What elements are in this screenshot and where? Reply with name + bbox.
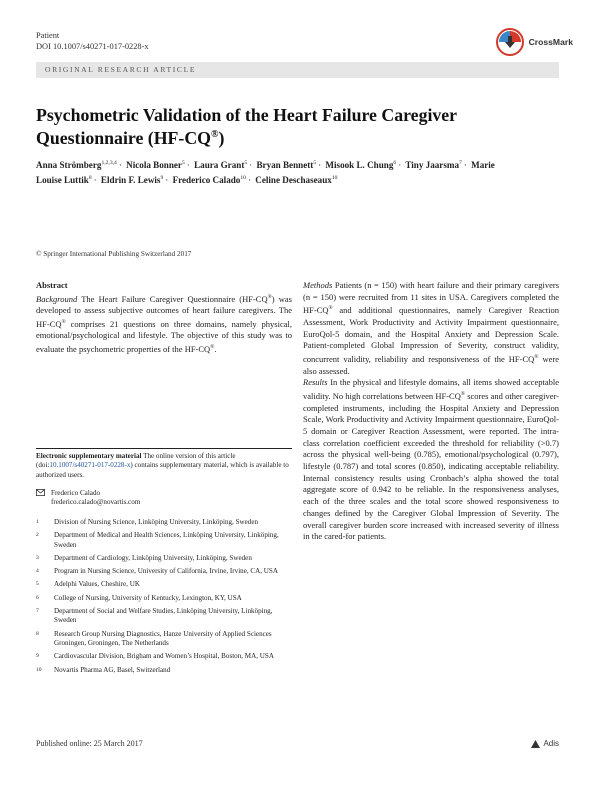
- author[interactable]: Bryan Bennett$^5$: [256, 160, 317, 171]
- crossmark-badge[interactable]: [495, 27, 573, 57]
- article-type: ORIGINAL RESEARCH ARTICLE: [45, 65, 197, 74]
- author-list: Anna Strömberg$^{1,2,3,4}$ · Nicola Bonner$^5$ · Laura Grant$^5$ · Bryan Bennett$^5$ · Misook L. Chung$^6$ · Tiny Jaarsma$^7$ · Marie Louise Luttik$^8$ · Eldrin F. Lewis$^9$ · Frederico Calado$^{10}$ · Celine Deschaseaux$^{10}$: [36, 160, 495, 186]
- author[interactable]: Misook L. Chung$^6$: [325, 160, 397, 171]
- published-date: Published online: 25 March 2017: [36, 739, 143, 748]
- affiliation-item: 8 Research Group Nursing Diagnostics, Hanze University of Applied Sciences Groningen, Groningen, The Netherlands: [36, 629, 272, 647]
- author[interactable]: Frederico Calado$^{10}$: [172, 175, 246, 186]
- author[interactable]: Eldrin F. Lewis$^9$: [100, 175, 164, 186]
- affiliation-item: 4 Program in Nursing Science, University of California, Irvine, Irvine, CA, USA: [36, 567, 279, 576]
- publisher-name: Adis: [543, 739, 559, 748]
- publisher-logo: [531, 739, 559, 748]
- abstract-continued: [303, 280, 559, 543]
- affiliation-item: 7 Department of Social and Welfare Studies, Linköping University, Linköping, Sweden: [36, 607, 273, 625]
- crossmark-icon: [495, 27, 525, 57]
- abstract-background: Background The Heart Failure Caregiver Questionnaire (HF-CQ®) was developed to assess subjective outcomes of heart failure caregivers. The HF-CQ® comprises 21 questions on three domains, namely physical, emotional/psychological and lifestyle. The objective of this study was to evaluate the psychometric properties of the HF-CQ®.: [36, 293, 292, 354]
- article-title: Psychometric Validation of the Heart Failure Caregiver Questionnaire (HF-CQ®): [36, 105, 457, 148]
- crossmark-label: CrossMark: [528, 37, 573, 47]
- doi[interactable]: DOI 10.1007/s40271-017-0228-x: [36, 42, 149, 51]
- author[interactable]: Celine Deschaseaux$^{10}$: [255, 175, 338, 186]
- affiliation-item: 2 Department of Medical and Health Sciences, Linköping University, Linköping, Sweden: [36, 531, 279, 549]
- journal-header: [36, 30, 149, 52]
- affiliation-item: 3 Department of Cardiology, Linköping University, Linköping, Sweden: [36, 553, 252, 562]
- corresponding-author: [36, 489, 292, 508]
- envelope-icon: [36, 489, 45, 496]
- abstract-results: Results In the physical and lifestyle domains, all items showed acceptable validity. No high correlations between HF-CQ® scores and other caregiver-completed instruments, including the Hospital Anxiety and Depression Scale, Work Productivity and Activity Impairment questionnaire, EuroQol-5 domain or Caregiver Reaction Assessment, were reported. The intra-class correlation coefficient exceeded the threshold for reliability (>0.7) across the physical well-being (0.785), emotional/psychological (0.797), lifestyle (0.787) and total scores (0.850), indicating acceptable reliability. Internal consistency results using Cronbach’s alpha showed the total aggregate score of 0.942 to be reliable. In the responsiveness analyses, each of the three scales and the total score showed responsiveness to changes defined by the Caregiver Global Impression of Severity. The overall caregiver burden score increased with increased severity of illness in the cared-for patients.: [303, 377, 559, 542]
- supplementary-doi-link[interactable]: 10.1007/s40271-017-0228-x: [49, 461, 131, 470]
- affiliation-item: 5 Adelphi Values, Cheshire, UK: [36, 580, 140, 589]
- author[interactable]: Tiny Jaarsma$^7$: [405, 160, 462, 171]
- contact-email[interactable]: frederico.calado@novartis.com: [51, 498, 141, 507]
- author[interactable]: Laura Grant$^5$: [194, 160, 248, 171]
- affiliation-item: 6 College of Nursing, University of Kentucky, Lexington, KY, USA: [36, 593, 242, 602]
- supplementary-material-note: Electronic supplementary material The online version of this article (doi:10.1007/s40271-017-0228-x) contains supplementary material, which is available to authorized users.: [36, 448, 292, 480]
- author[interactable]: Nicola Bonner$^5$: [126, 160, 185, 171]
- author[interactable]: Marie Louise Luttik$^8$: [36, 160, 495, 186]
- triangle-logo-icon: [531, 740, 540, 748]
- affiliation-item: 1 Division of Nursing Science, Linköping University, Linköping, Sweden: [36, 518, 259, 526]
- abstract-methods: Methods Patients (n = 150) with heart failure and their primary caregivers (n = 150) were recruited from 11 sites in USA. Caregivers completed the HF-CQ® and additional questionnaires, namely Caregiver Reaction Assessment, Work Productivity and Activity Impairment questionnaire, EuroQol-5 domain, and the Hospital Anxiety and Depression Scale. Patient-completed Global Impression of Severity, construct validity, concurrent validity, reliability and responsiveness of the HF-CQ® were also assessed.: [303, 280, 560, 376]
- affiliation-item: 10 Novartis Pharma AG, Basel, Switzerland: [36, 665, 171, 674]
- abstract-section: [36, 280, 292, 356]
- copyright-notice: © Springer International Publishing Switzerland 2017: [36, 250, 192, 258]
- article-type-band: [36, 62, 559, 78]
- affiliations-list: [36, 518, 292, 679]
- abstract-heading: Abstract: [36, 280, 68, 290]
- contact-name: Frederico Calado: [51, 489, 101, 497]
- journal-name: Patient: [36, 31, 60, 40]
- author[interactable]: Anna Strömberg$^{1,2,3,4}$: [36, 160, 117, 171]
- affiliation-item: 9 Cardiovascular Division, Brigham and Women’s Hospital, Boston, MA, USA: [36, 652, 274, 661]
